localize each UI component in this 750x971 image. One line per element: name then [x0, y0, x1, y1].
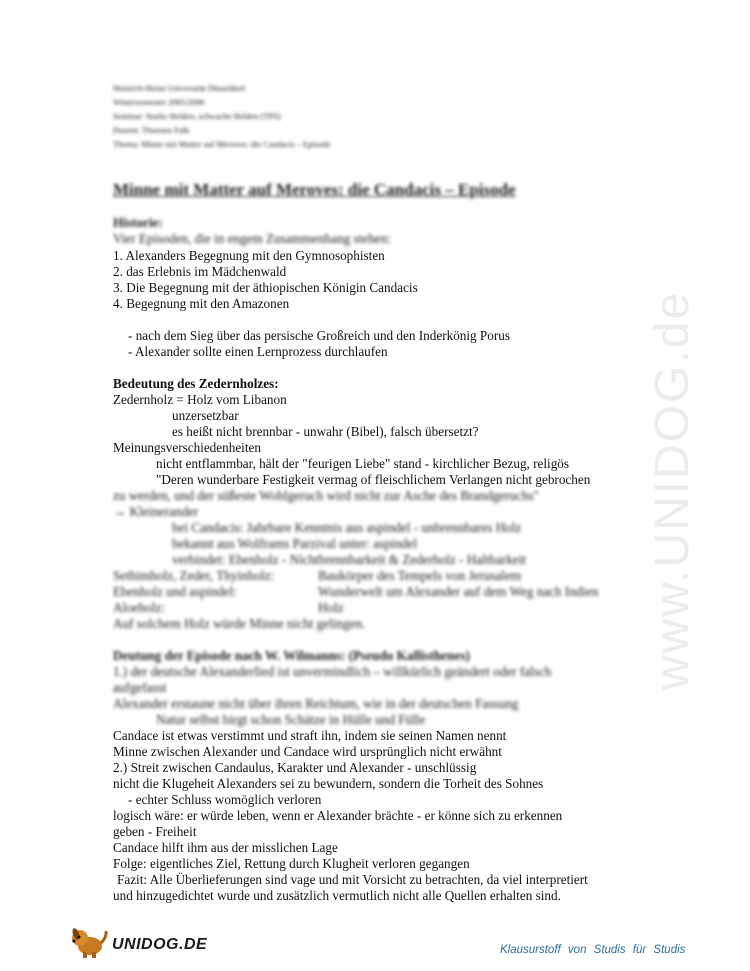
- text-line: und hinzugedichtet wurde und zusätzlich vermutlich nicht alle Quellen erhalten sind.: [113, 888, 561, 903]
- logo-text: UNIDOG.DE: [112, 936, 208, 953]
- text-line: logisch wäre: er würde leben, wenn er Alexander brächte - er könne sich zu erkennen: [113, 808, 563, 823]
- text-line: Folge: eigentliches Ziel, Rettung durch Klugheit verloren gegangen: [113, 856, 470, 871]
- header-semester: Wintersemester 2005/2006: [113, 97, 205, 107]
- list-item: 3. Die Begegnung mit der äthiopischen Königin Candacis: [113, 280, 418, 295]
- table-cell-left: Sethimholz, Zeder, Thyinholz:: [113, 568, 275, 583]
- text-line: Fazit: Alle Überlieferungen sind vage und mit Vorsicht zu betrachten, da viel interpretiert: [117, 872, 588, 887]
- text-line: Zedernholz = Holz vom Libanon: [113, 392, 287, 407]
- text-line: unzersetzbar: [172, 408, 239, 423]
- list-item: 4. Begegnung mit den Amazonen: [113, 296, 290, 311]
- text-line: Meinungsverschiedenheiten: [113, 440, 261, 455]
- table-cell-right: Holz: [318, 600, 344, 615]
- table-cell-left: Ebenholz und aspindel:: [113, 584, 237, 599]
- text-line: Candace ist etwas verstimmt und straft ihn, indem sie seinen Namen nennt: [113, 728, 507, 743]
- text-line: - echter Schluss womöglich verloren: [128, 792, 322, 807]
- text-line: Natur selbst birgt schon Schätze in Hülle und Fülle: [156, 712, 426, 727]
- header-lecturer: Dozent: Thorsten Falk: [113, 125, 190, 135]
- section-heading: Historie:: [113, 215, 163, 230]
- text-line: → Kleinerander: [113, 504, 199, 519]
- text-line: nicht entflammbar, hält der "feurigen Liebe" stand - kirchlicher Bezug, religös: [156, 456, 570, 471]
- text-line: aufgefasst: [113, 680, 167, 695]
- text-line: nicht die Klugeheit Alexanders sei zu bewundern, sondern die Torheit des Sohnes: [113, 776, 544, 791]
- watermark: [618, 290, 728, 690]
- section-intro: Vier Episoden, die in engem Zusammenhang stehen:: [113, 231, 391, 246]
- text-line: Alexander erstaune nicht über ihren Reichtum, wie in der deutschen Fassung: [113, 696, 519, 711]
- text-line: Candace hilft ihm aus der misslichen Lage: [113, 840, 338, 855]
- header-topic: Thema: Minne mit Matter auf Meroves: die Candacis – Episode: [113, 139, 331, 149]
- table-cell-left: Aloeholz:: [113, 600, 166, 615]
- header-seminar: Seminar: Starke Helden, schwache Helden (TPS): [113, 111, 281, 121]
- section-heading: Deutung der Episode nach W. Wilmanns: (Pseudo Kallisthenes): [113, 648, 470, 663]
- text-line: verbindet: Ebenholz - Nichtbrennbarkeit & Zederholz - Haltbarkeit: [172, 552, 527, 567]
- text-line: Minne zwischen Alexander und Candace wird ursprünglich nicht erwähnt: [113, 744, 502, 759]
- list-item: 1. Alexanders Begegnung mit den Gymnosophisten: [113, 248, 385, 263]
- note-item: - nach dem Sieg über das persische Großreich und den Inderkönig Porus: [128, 328, 510, 343]
- footer-slogan: Klausurstoff von Studis für Studis: [500, 944, 686, 956]
- section-heading: Bedeutung des Zedernholzes:: [113, 376, 279, 391]
- text-line: bekannt aus Wolframs Parzival unter: aspindel: [172, 536, 418, 551]
- text-line: geben - Freiheit: [113, 824, 197, 839]
- page-title: Minne mit Matter auf Meroves: die Candacis – Episode: [113, 180, 516, 199]
- dog-icon: [70, 926, 110, 960]
- text-line: 2.) Streit zwischen Candaulus, Karakter und Alexander - unschlüssig: [113, 760, 477, 775]
- text-line: es heißt nicht brennbar - unwahr (Bibel), falsch übersetzt?: [172, 424, 479, 439]
- text-line: 1.) der deutsche Alexanderlied ist unvermindlich – willkürlich geändert oder falsch: [113, 664, 552, 679]
- table-cell-right: Wunderwelt um Alexander auf dem Weg nach Indien: [318, 584, 599, 599]
- watermark-text: www.UNIDOG.de: [646, 290, 700, 690]
- note-item: - Alexander sollte einen Lernprozess durchlaufen: [128, 344, 388, 359]
- text-line: "Deren wunderbare Festigkeit vermag of fleischlichem Verlangen nicht gebrochen: [156, 472, 591, 487]
- text-line: zu werden, und der süßeste Wohlgeruch wird nicht zur Asche des Brandgeruchs": [113, 488, 539, 503]
- table-cell-right: Baukörper des Tempels von Jerusalem: [318, 568, 522, 583]
- list-item: 2. das Erlebnis im Mädchenwald: [113, 264, 287, 279]
- unidog-logo[interactable]: [70, 926, 208, 960]
- text-line: Auf solchem Holz würde Minne nicht gelingen.: [113, 616, 366, 631]
- text-line: bei Candacis: Jahrbare Kenntnis aus aspindel - unbrennbares Holz: [172, 520, 522, 535]
- header-university: Heinrich-Heine Universität Düsseldorf: [113, 83, 246, 93]
